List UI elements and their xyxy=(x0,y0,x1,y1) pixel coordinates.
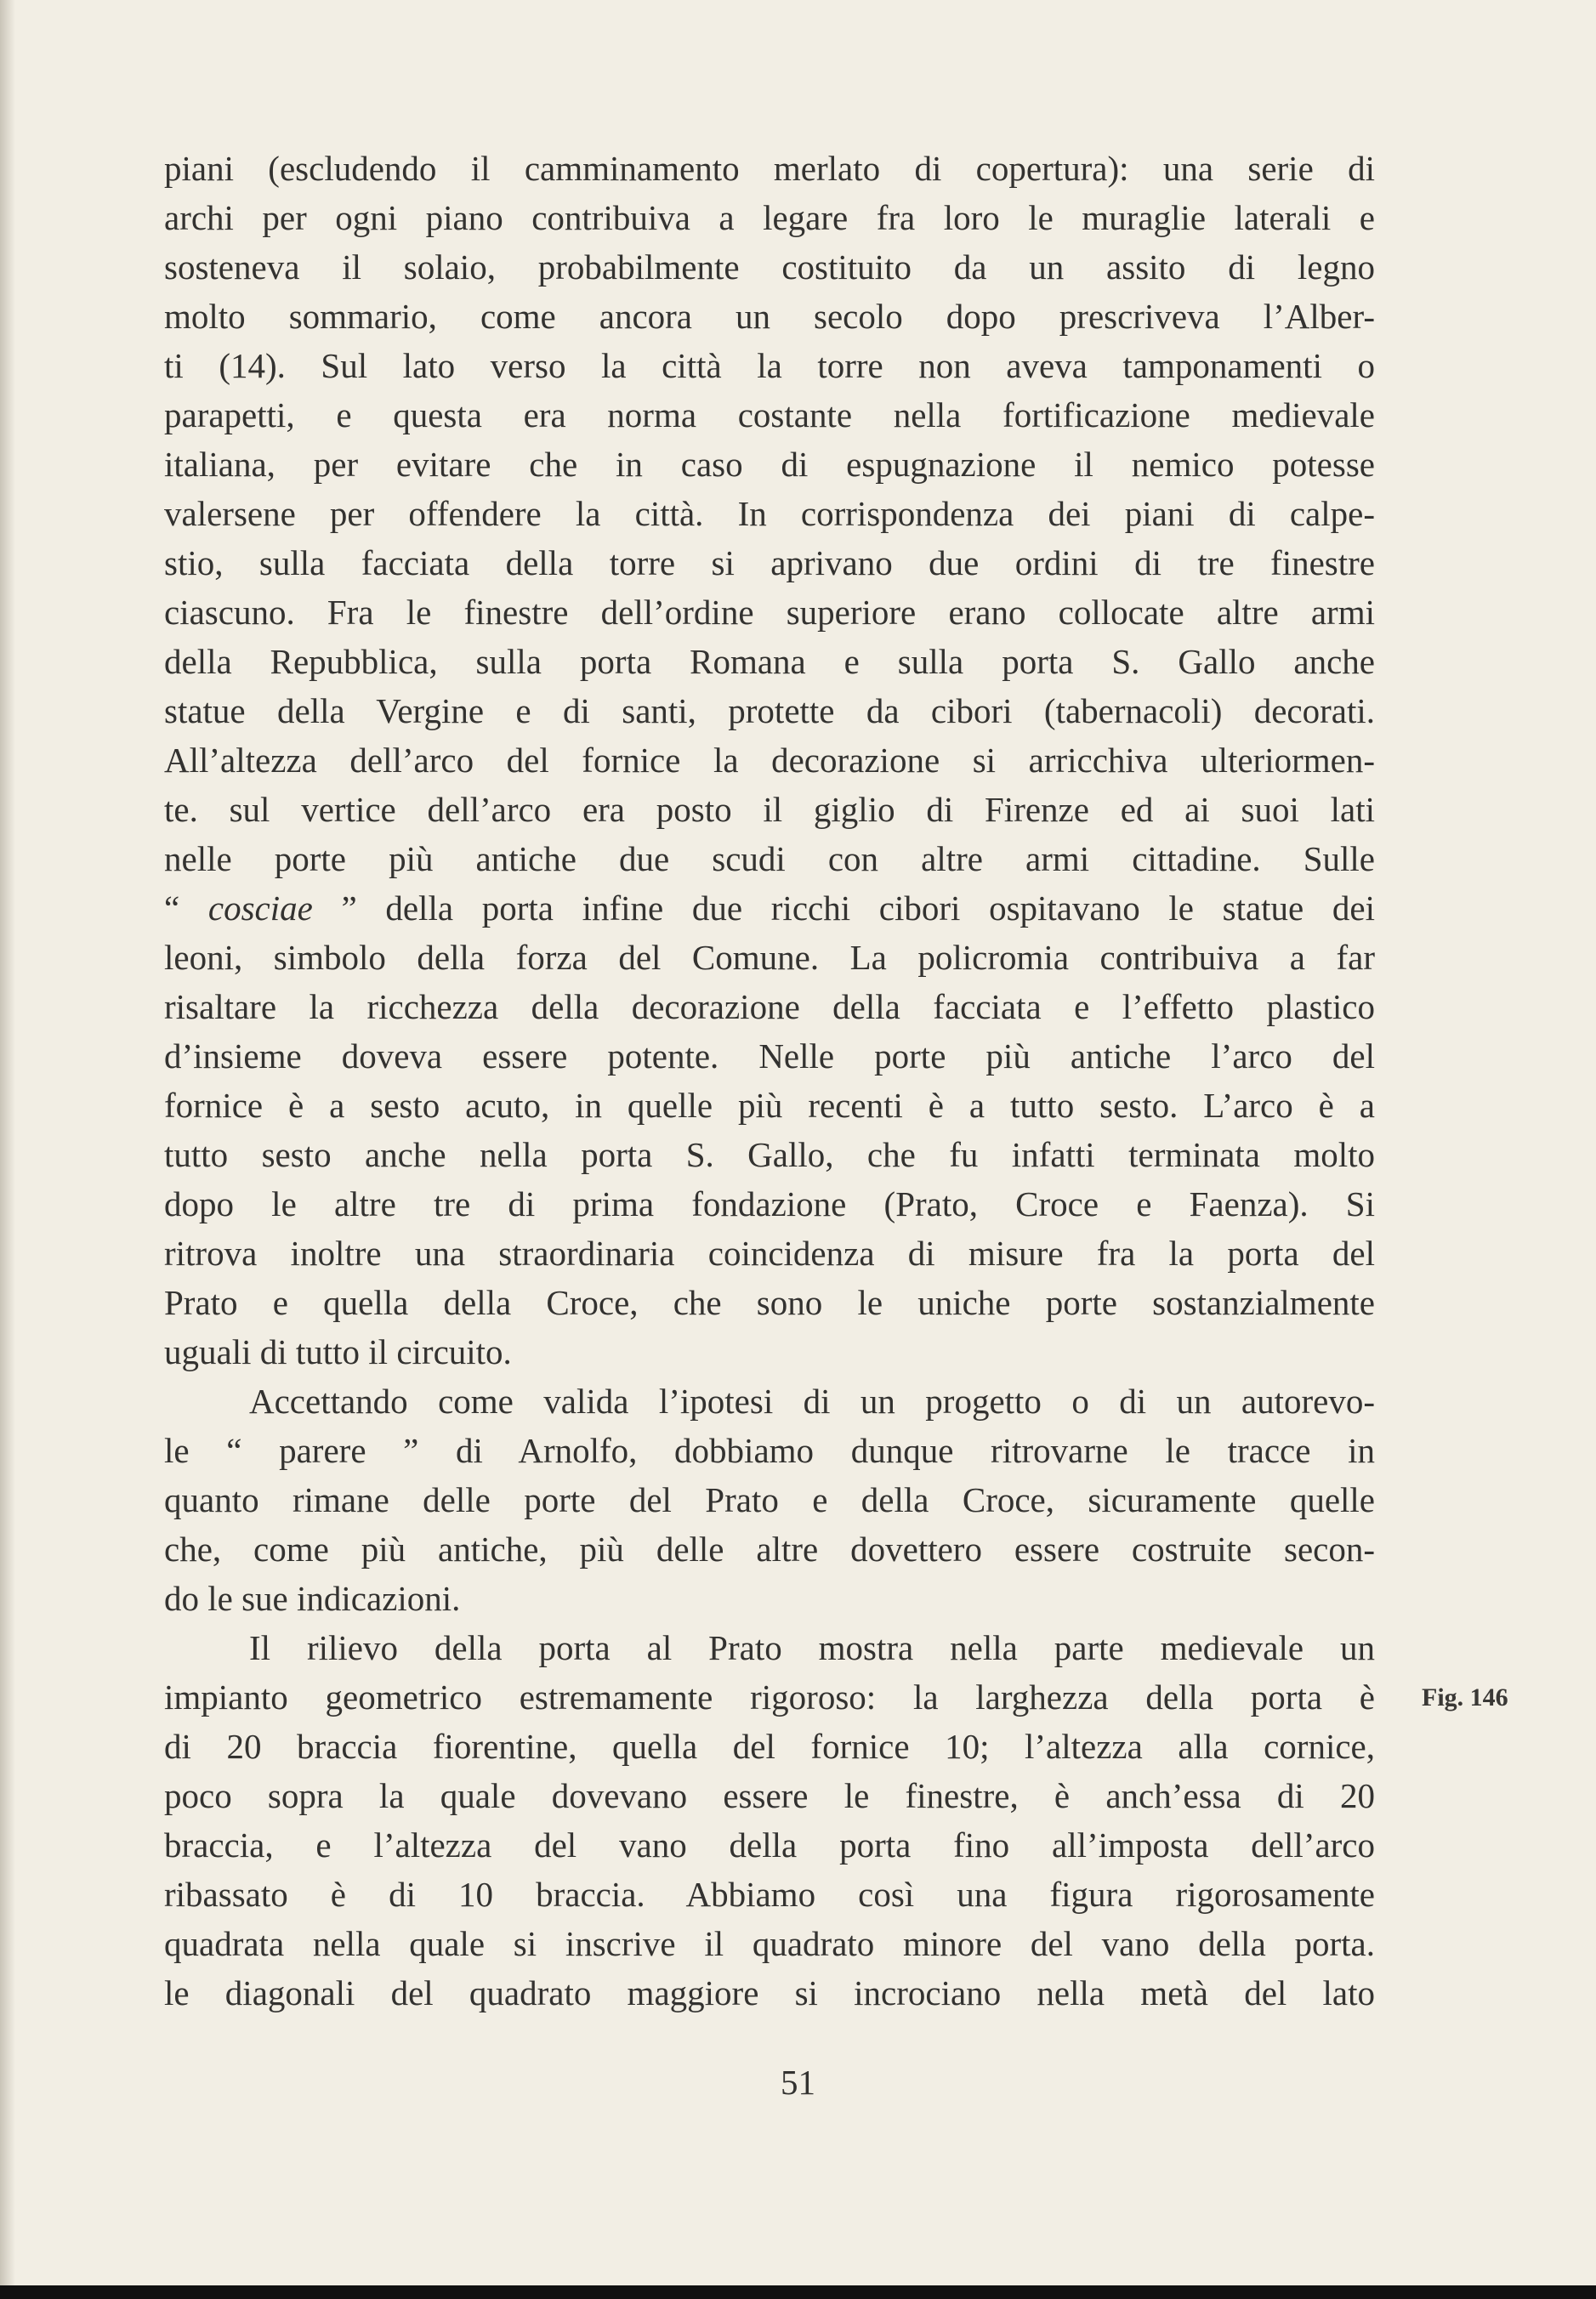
text-line: sosteneva il solaio, probabilmente costituito da un assito di legno xyxy=(164,247,1375,287)
text-line: All’altezza dell’arco del fornice la decorazione si arricchiva ulteriormen- xyxy=(164,741,1375,780)
figure-reference: Fig. 146 xyxy=(1422,1683,1508,1711)
text-line: ritrova inoltre una straordinaria coincidenza di misure fra la porta del xyxy=(164,1234,1375,1273)
text-line: impianto geometrico estremamente rigoroso: la larghezza della porta è xyxy=(164,1677,1375,1717)
page-number: 51 xyxy=(781,2063,815,2102)
text-line: di 20 braccia fiorentine, quella del fornice 10; l’altezza alla cornice, xyxy=(164,1727,1375,1766)
text-line: “ cosciae ” della porta infine due ricchi cibori ospitavano le statue dei xyxy=(164,888,1376,928)
text-line: quanto rimane delle porte del Prato e della Croce, sicuramente quelle xyxy=(164,1480,1375,1519)
text-line: te. sul vertice dell’arco era posto il giglio di Firenze ed ai suoi lati xyxy=(164,790,1375,829)
text-line: statue della Vergine e di santi, protette da cibori (tabernacoli) decorati. xyxy=(164,691,1375,730)
text-line: Prato e quella della Croce, che sono le uniche porte sostanzialmente xyxy=(164,1283,1375,1322)
text-line: ti (14). Sul lato verso la città la torre non aveva tamponamenti o xyxy=(164,346,1375,385)
text-line: risaltare la ricchezza della decorazione della facciata e l’effetto plastico xyxy=(164,987,1375,1026)
text-line: fornice è a sesto acuto, in quelle più recenti è a tutto sesto. L’arco è a xyxy=(164,1086,1375,1125)
text-line: le “ parere ” di Arnolfo, dobbiamo dunque ritrovarne le tracce in xyxy=(164,1431,1375,1470)
text-line: dopo le altre tre di prima fondazione (Prato, Croce e Faenza). Si xyxy=(164,1184,1375,1223)
body-text xyxy=(164,144,1375,2018)
text-line: stio, sulla facciata della torre si aprivano due ordini di tre finestre xyxy=(164,543,1375,582)
text-line: piani (escludendo il camminamento merlato di copertura): una serie di xyxy=(164,149,1375,188)
text-line: che, come più antiche, più delle altre dovettero essere costruite secon- xyxy=(164,1530,1375,1569)
text-line: molto sommario, come ancora un secolo dopo prescriveva l’Alber- xyxy=(164,297,1375,336)
text-line: leoni, simbolo della forza del Comune. La policromia contribuiva a far xyxy=(164,938,1375,977)
text-line: uguali di tutto il circuito. xyxy=(164,1332,512,1371)
text-line: tutto sesto anche nella porta S. Gallo, che fu infatti terminata molto xyxy=(164,1135,1375,1174)
text-line: ciascuno. Fra le finestre dell’ordine superiore erano collocate altre armi xyxy=(164,593,1375,632)
text-line: le diagonali del quadrato maggiore si incrociano nella metà del lato xyxy=(164,1973,1375,2012)
page-edge-shadow xyxy=(0,0,15,2299)
text-line: braccia, e l’altezza del vano della porta fino all’imposta dell’arco xyxy=(164,1825,1375,1865)
text-line: nelle porte più antiche due scudi con altre armi cittadine. Sulle xyxy=(164,839,1375,878)
text-line: della Repubblica, sulla porta Romana e sulla porta S. Gallo anche xyxy=(164,642,1375,681)
text-line: archi per ogni piano contribuiva a legare fra loro le muraglie laterali e xyxy=(164,198,1375,237)
text-line: Il rilievo della porta al Prato mostra nella parte medievale un xyxy=(249,1628,1375,1667)
text-line: ribassato è di 10 braccia. Abbiamo così una figura rigorosamente xyxy=(164,1875,1375,1914)
text-line: Accettando come valida l’ipotesi di un progetto o di un autorevo- xyxy=(249,1382,1375,1421)
text-line: poco sopra la quale dovevano essere le finestre, è anch’essa di 20 xyxy=(164,1776,1375,1815)
text-line: italiana, per evitare che in caso di espugnazione il nemico potesse xyxy=(164,445,1375,484)
text-line: quadrata nella quale si inscrive il quadrato minore del vano della porta. xyxy=(164,1924,1375,1963)
scan-border xyxy=(0,2285,1596,2299)
text-line: valersene per offendere la città. In corrispondenza dei piani di calpe- xyxy=(164,494,1375,533)
text-line: do le sue indicazioni. xyxy=(164,1579,461,1618)
text-line: parapetti, e questa era norma costante nella fortificazione medievale xyxy=(164,395,1375,434)
text-line: d’insieme doveva essere potente. Nelle porte più antiche l’arco del xyxy=(164,1036,1375,1076)
